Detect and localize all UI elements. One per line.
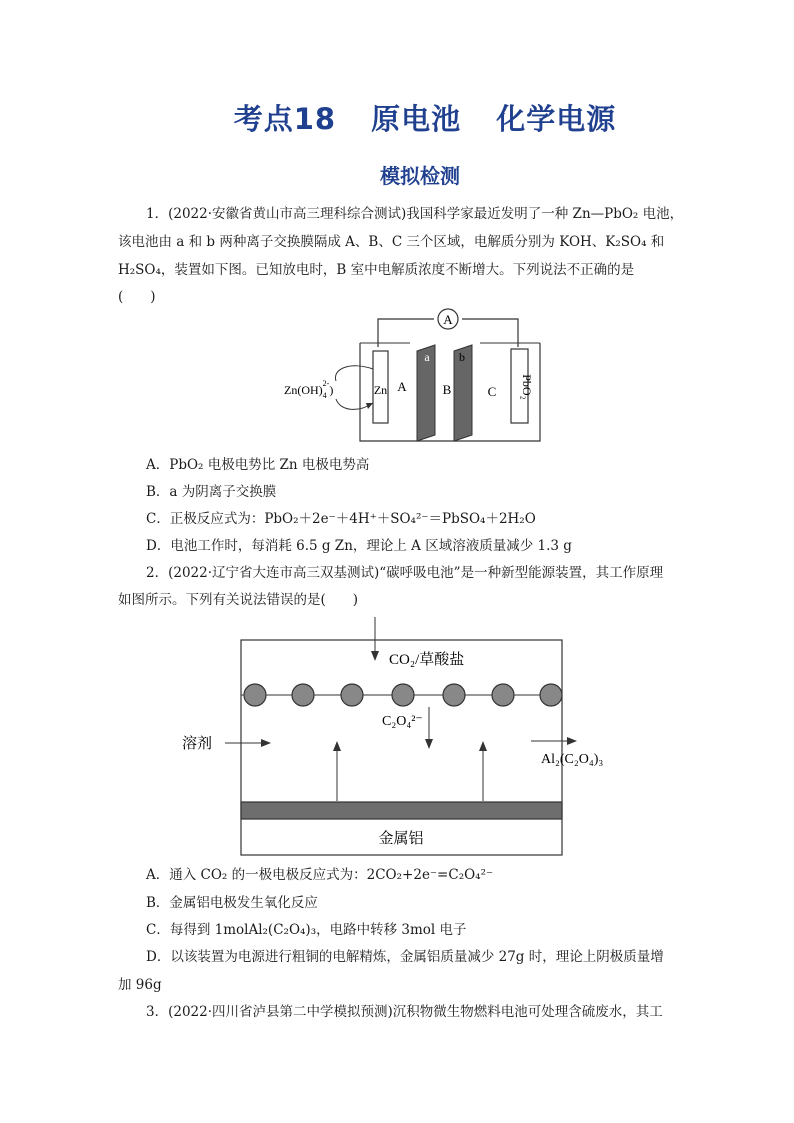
q1-battery-figure: [270, 305, 550, 445]
title-topic: 考点18: [233, 102, 337, 136]
q2-option-a: A．通入 CO₂ 的一极电极反应式为：2CO₂+2e⁻=C₂O₄²⁻: [146, 867, 494, 883]
membrane-b-label: b: [459, 350, 465, 364]
q1-option-a: A．PbO₂ 电极电势比 Zn 电极电势高: [146, 457, 370, 473]
aluminium-electrode: [241, 802, 562, 819]
region-a-label: A: [397, 379, 407, 394]
zn-oh4-label: $Zn(OH)_42-$): [284, 379, 334, 400]
oxalate-ion-label: C₂O₄²⁻: [382, 714, 423, 729]
page-title: [0, 97, 794, 138]
q1-option-c: C．正极反应式为：PbO₂＋2e⁻＋4H⁺＋SO₄²⁻＝PbSO₄＋2H₂O: [146, 511, 536, 527]
solvent-label: 溶剂: [182, 736, 213, 752]
region-c-label: C: [487, 384, 497, 399]
zn-label: Zn: [373, 383, 388, 397]
q2-option-d-cont: 加 96g: [118, 977, 162, 993]
title-battery: 原电池: [371, 102, 462, 136]
q2-carbon-battery-figure: [175, 615, 685, 860]
q1-line-3: H₂SO₄，装置如下图。已知放电时，B 室中电解质浓度不断增大。下列说法不正确的是: [118, 262, 635, 278]
curved-arrow-icon: [335, 366, 373, 381]
q3-line-1: 3．(2022·四川省泸县第二中学模拟预测)沉积物微生物燃料电池可处理含硫废水，其工: [146, 1004, 663, 1020]
q1-option-b: B．a 为阴离子交换膜: [146, 484, 277, 500]
membrane-a-label: a: [424, 350, 430, 364]
q2-line-1: 2．(2022·辽宁省大连市高三双基测试)“碳呼吸电池”是一种新型能源装置，其工作原理: [146, 565, 664, 581]
title-power: 化学电源: [496, 102, 617, 136]
product-label: Al₂(C₂O₄)₃: [541, 752, 604, 767]
q1-answer-bracket: ( ): [118, 289, 156, 305]
q2-option-d: D．以该装置为电源进行粗铜的电解精炼，金属铝质量减少 27g 时，理论上阴极质量增: [146, 949, 664, 965]
q1-option-d: D．电池工作时，每消耗 6.5 g Zn，理论上 A 区域溶液质量减少 1.3 g: [146, 538, 572, 554]
co2-oxalate-label: CO₂/草酸盐: [389, 652, 465, 668]
q1-line-1: 1．(2022·安徽省黄山市高三理科综合测试)我国科学家最近发明了一种 Zn—PbO₂ 电池，: [146, 206, 684, 222]
q2-option-b: B．金属铝电极发生氧化反应: [146, 895, 318, 911]
ammeter-label: A: [443, 312, 453, 327]
q2-line-2: 如图所示。下列有关说法错误的是( ): [118, 592, 359, 608]
pbo2-label: PbO₂: [520, 374, 534, 400]
q1-line-2: 该电池由 a 和 b 两种离子交换膜隔成 A、B、C 三个区域，电解质分别为 KOH、K₂SO₄ 和: [118, 234, 665, 250]
metal-aluminium-label: 金属铝: [378, 831, 424, 847]
q2-option-c: C．每得到 1molAl₂(C₂O₄)₃，电路中转移 3mol 电子: [146, 922, 467, 938]
section-subtitle: 模拟检测: [380, 164, 460, 188]
region-b-label: B: [442, 382, 452, 397]
